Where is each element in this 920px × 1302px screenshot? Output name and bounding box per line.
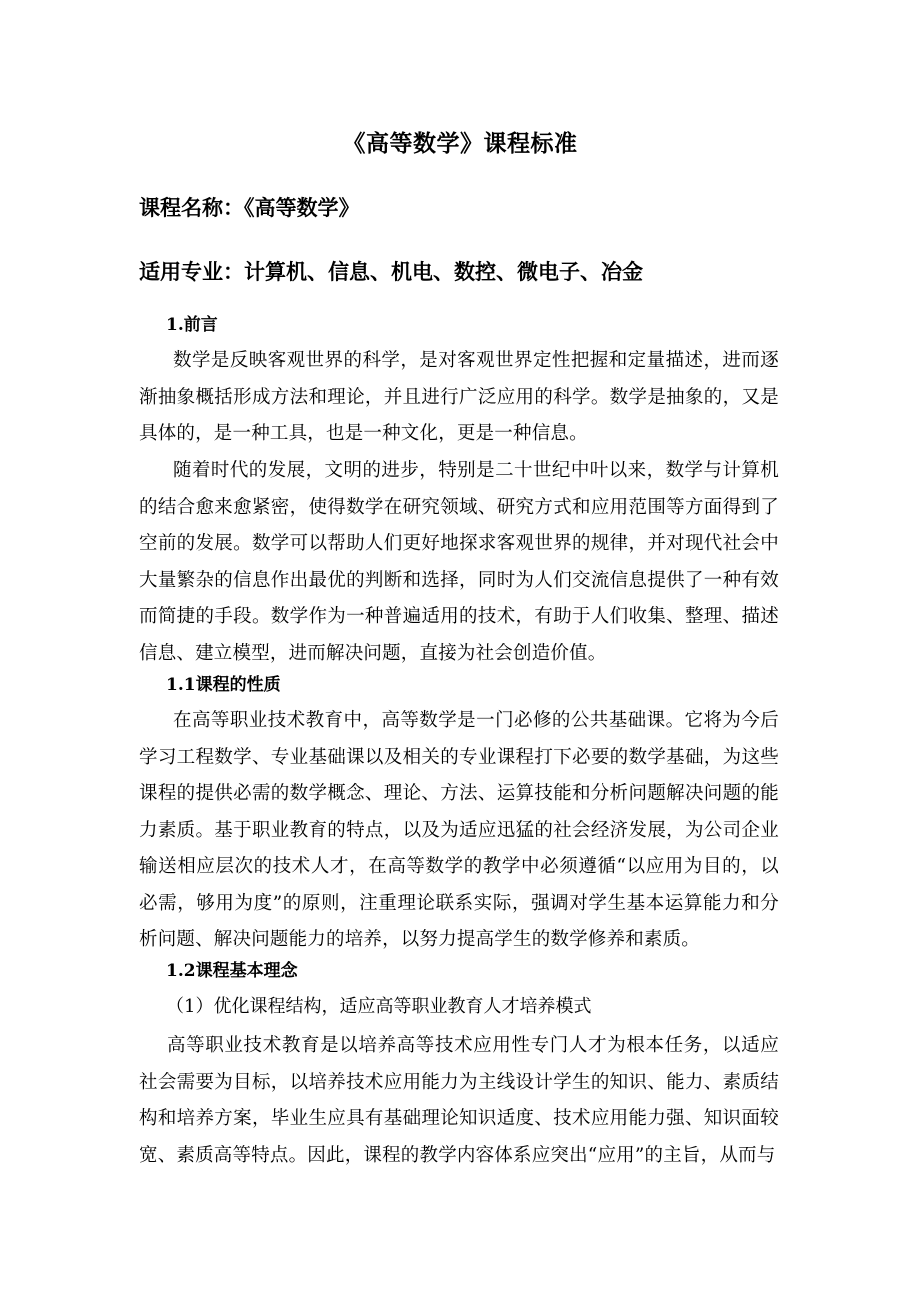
document-title: 《高等数学》课程标准 [342, 131, 578, 157]
course-name-line: 课程名称：《高等数学》 [139, 196, 360, 220]
paragraph-preface-2: 随着时代的发展，文明的进步，特别是二十世纪中叶以来，数学与计算机的结合愈来愈紧密，使得数学在研究领域、研究方式和应用范围等方面得到了空前的发展。数学可以帮助人们更好地探求客观世界的规律，并对现代社会中大量繁杂的信息作出最优的判断和选择，同时为人们交流信息提供了一种有效而简捷的手段。数学作为一种普遍适用的技术，有助于人们收集、整理、描述信息、建立模型，进而解决问题，直接为社会创造价值。 [139, 460, 779, 664]
section-heading-preface: 1.前言 [166, 315, 218, 335]
applicable-majors-line: 适用专业：计算机、信息、机电、数控、微电子、冶金 [139, 260, 643, 284]
concept-item-1: （1）优化课程结构，适应高等职业教育人才培养模式 [166, 996, 592, 1017]
section-heading-course-concept: 1.2课程基本理念 [166, 961, 298, 981]
paragraph-course-nature: 在高等职业技术教育中，高等数学是一门必修的公共基础课。它将为今后学习工程数学、专业基础课以及相关的专业课程打下必要的数学基础，为这些课程的提供必需的数学概念、理论、方法、运算技能和分析问题解决问题的能力素质。基于职业教育的特点，以及为适应迅猛的社会经济发展，为公司企业输送相应层次的技术人才，在高等数学的教学中必须遵循“以应用为目的，以必需，够用为度”的原则，注重理论联系实际，强调对学生基本运算能力和分析问题、解决问题能力的培养，以努力提高学生的数学修养和素质。 [139, 710, 779, 950]
paragraph-preface-1: 数学是反映客观世界的科学，是对客观世界定性把握和定量描述，进而逐渐抽象概括形成方法和理论，并且进行广泛应用的科学。数学是抽象的，又是具体的，是一种工具，也是一种文化，更是一种信息。 [139, 350, 779, 444]
paragraph-course-concept: 高等职业技术教育是以培养高等技术应用性专门人才为根本任务，以适应社会需要为目标，以培养技术应用能力为主线设计学生的知识、能力、素质结构和培养方案，毕业生应具有基础理论知识适度、技术应用能力强、知识面较宽、素质高等特点。因此，课程的教学内容体系应突出“应用”的主旨，从而与 [139, 1035, 779, 1166]
section-heading-course-nature: 1.1课程的性质 [166, 675, 281, 695]
